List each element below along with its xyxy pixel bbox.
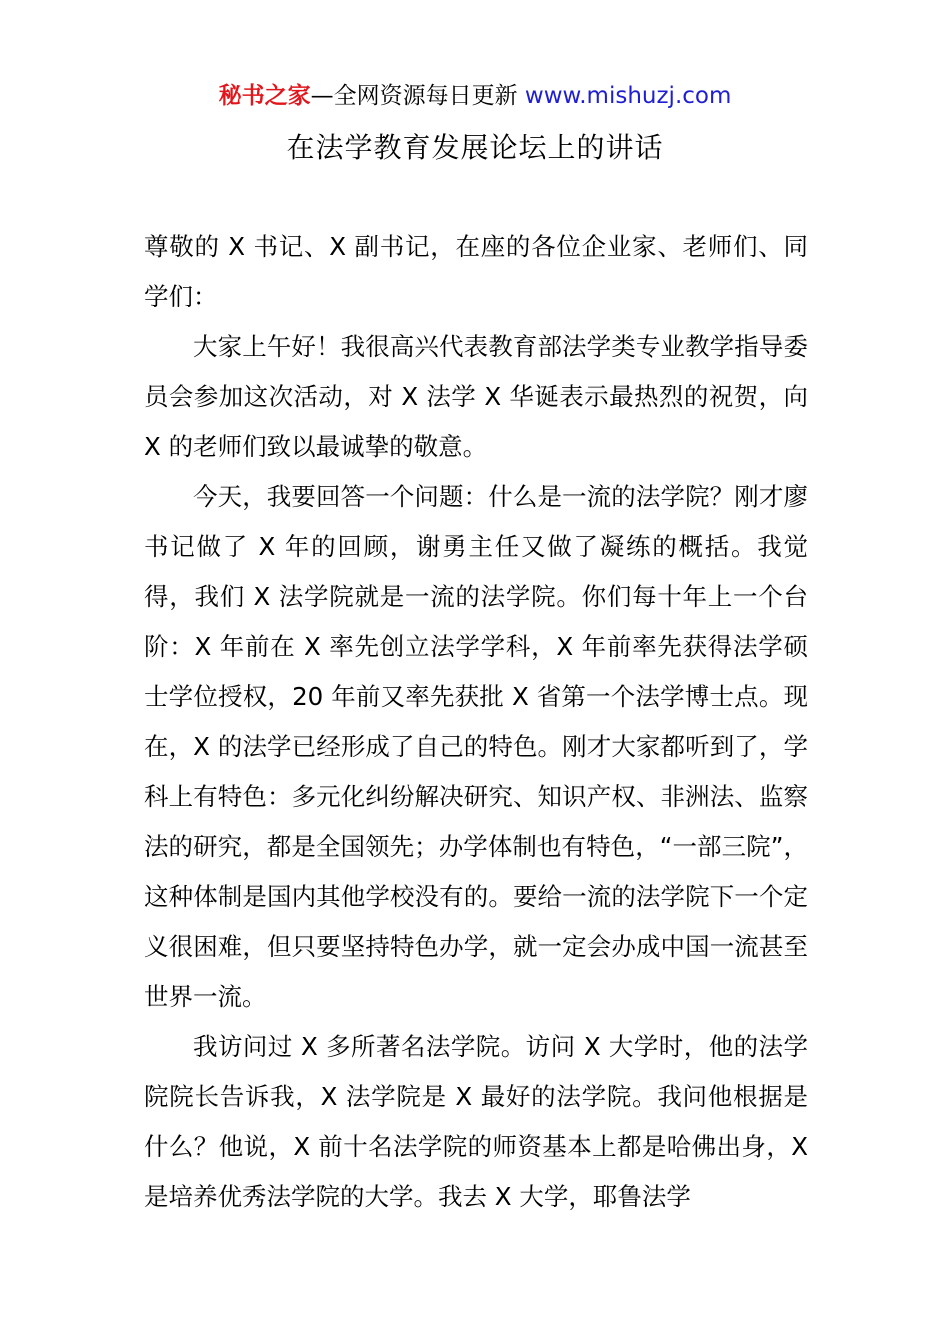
site-url-link[interactable]: www.mishuzj.com bbox=[524, 83, 732, 109]
body-paragraph: 大家上午好！我很高兴代表教育部法学类专业教学指导委员会参加这次活动，对 X 法学 X 华诞表示最热烈的祝贺，向 X 的老师们致以最诚挚的敬意。 bbox=[144, 332, 808, 461]
body-paragraph: 今天，我要回答一个问题：什么是一流的法学院？刚才廖书记做了 X 年的回顾，谢勇主任又做了凝练的概括。我觉得，我们 X 法学院就是一流的法学院。你们每十年上一个台阶：X 年前在 X 率先创立法学学科，X 年前率先获得法学硕士学位授权，20 年前又率先获批 X 省第一个法学博士点。现在，X 的法学已经形成了自己的特色。刚才大家都听到了，学科上有特色：多元化纠纷解决研究、知识产权、非洲法、监察法的研究，都是全国领先；办学体制也有特色，“一部三院”，这种体制是国内其他学校没有的。要给一流的法学院下一个定义很困难，但只要坚持特色办学，就一定会办成中国一流甚至世界一流。 bbox=[144, 482, 808, 1011]
site-header bbox=[0, 80, 950, 112]
header-tagline: —全网资源每日更新 bbox=[310, 83, 525, 109]
brand-name: 秘书之家 bbox=[218, 83, 311, 109]
body-paragraph: 我访问过 X 多所著名法学院。访问 X 大学时，他的法学院院长告诉我，X 法学院是 X 最好的法学院。我问他根据是什么？他说，X 前十名法学院的师资基本上都是哈佛出身，X 是培养优秀法学院的大学。我去 X 大学，耶鲁法学 bbox=[144, 1032, 808, 1211]
salutation-paragraph: 尊敬的 X 书记、X 副书记，在座的各位企业家、老师们、同学们： bbox=[144, 232, 808, 311]
document-body bbox=[144, 222, 808, 1222]
document-title: 在法学教育发展论坛上的讲话 bbox=[286, 131, 664, 164]
